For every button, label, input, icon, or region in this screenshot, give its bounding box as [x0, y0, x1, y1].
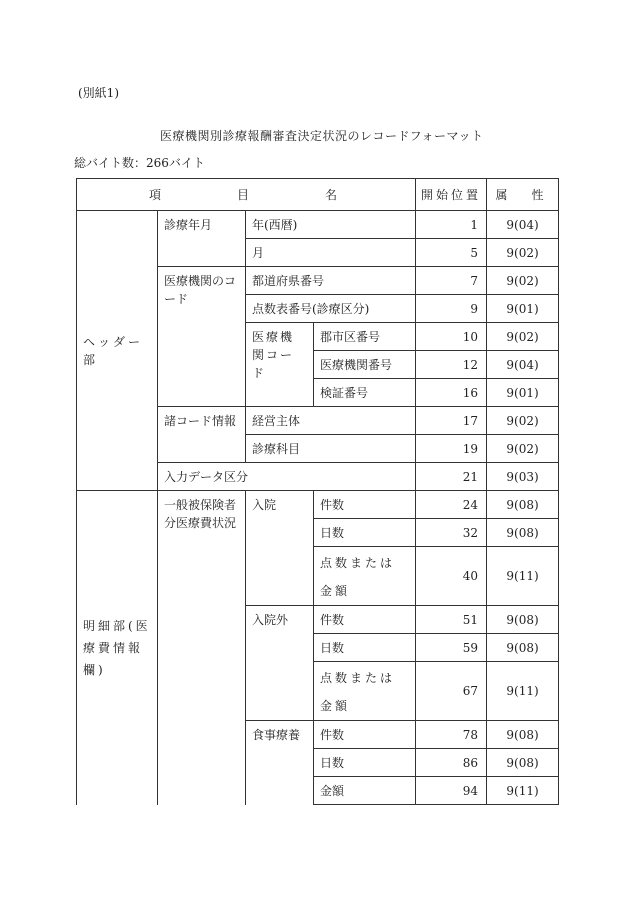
- header-attr: 属 性: [487, 179, 559, 211]
- table-row: [77, 491, 559, 519]
- table-row: [77, 211, 559, 239]
- field-name: 郡市区番号: [314, 323, 416, 351]
- field-name: 日数: [314, 749, 416, 777]
- header-start: 開始位置: [416, 179, 487, 211]
- field-start: 7: [416, 267, 487, 295]
- field-start: 1: [416, 211, 487, 239]
- field-name: 診療科目: [246, 435, 416, 463]
- field-name: 検証番号: [314, 379, 416, 407]
- field-attr: 9(02): [487, 323, 559, 351]
- field-name: 入力データ区分: [158, 463, 416, 491]
- document-title: 医療機関別診療報酬審査決定状況のレコードフォーマット: [160, 129, 484, 143]
- field-start: 10: [416, 323, 487, 351]
- field-start: 59: [416, 634, 487, 662]
- field-name: 日数: [314, 519, 416, 547]
- field-name: 日数: [314, 634, 416, 662]
- subgroup-label: 入院: [246, 491, 314, 606]
- field-attr: 9(01): [487, 295, 559, 323]
- header-item-name-2: 目: [237, 188, 256, 202]
- group-label: 医療機関のコード: [158, 267, 246, 407]
- field-start: 67: [416, 662, 487, 721]
- field-attr: 9(08): [487, 749, 559, 777]
- field-name: 点数または金額: [314, 547, 416, 606]
- table-header-row: [77, 179, 559, 211]
- field-attr: 9(03): [487, 463, 559, 491]
- header-item-name-3: 名: [325, 188, 344, 202]
- annex-label: (別紙1): [78, 86, 119, 100]
- field-attr: 9(04): [487, 211, 559, 239]
- field-name: 経営主体: [246, 407, 416, 435]
- field-attr: 9(02): [487, 435, 559, 463]
- field-attr: 9(02): [487, 407, 559, 435]
- field-start: 32: [416, 519, 487, 547]
- header-section-label: ヘッダー部: [77, 211, 158, 491]
- group-label: 一般被保険者分医療費状況: [158, 491, 246, 805]
- field-name: 件数: [314, 491, 416, 519]
- subgroup-label: 食事療養: [246, 721, 314, 805]
- field-attr: 9(08): [487, 634, 559, 662]
- field-start: 16: [416, 379, 487, 407]
- field-start: 78: [416, 721, 487, 749]
- field-attr: 9(02): [487, 267, 559, 295]
- detail-section-label: 明細部(医療費情報欄): [77, 491, 158, 805]
- field-start: 24: [416, 491, 487, 519]
- group-label: 諸コード情報: [158, 407, 246, 463]
- field-start: 12: [416, 351, 487, 379]
- field-start: 19: [416, 435, 487, 463]
- field-attr: 9(08): [487, 519, 559, 547]
- field-name: 月: [246, 239, 416, 267]
- field-attr: 9(04): [487, 351, 559, 379]
- header-item-name: [77, 179, 416, 211]
- field-attr: 9(01): [487, 379, 559, 407]
- field-start: 51: [416, 606, 487, 634]
- field-start: 94: [416, 777, 487, 805]
- field-name: 点数表番号(診療区分): [246, 295, 416, 323]
- field-attr: 9(08): [487, 606, 559, 634]
- field-start: 21: [416, 463, 487, 491]
- field-start: 40: [416, 547, 487, 606]
- field-name: 件数: [314, 606, 416, 634]
- record-format-table: [76, 178, 559, 805]
- field-attr: 9(02): [487, 239, 559, 267]
- group-label: 診療年月: [158, 211, 246, 267]
- field-attr: 9(08): [487, 721, 559, 749]
- field-name: 金額: [314, 777, 416, 805]
- field-attr: 9(11): [487, 547, 559, 606]
- subgroup-label: 入院外: [246, 606, 314, 721]
- field-start: 86: [416, 749, 487, 777]
- field-start: 17: [416, 407, 487, 435]
- total-bytes: 総バイト数：266バイト: [74, 156, 205, 170]
- field-name: 年(西暦): [246, 211, 416, 239]
- subgroup-label: 医療機関コード: [246, 323, 314, 407]
- field-attr: 9(08): [487, 491, 559, 519]
- field-name: 件数: [314, 721, 416, 749]
- field-start: 5: [416, 239, 487, 267]
- field-name: 点数または金額: [314, 662, 416, 721]
- field-name: 医療機関番号: [314, 351, 416, 379]
- field-attr: 9(11): [487, 777, 559, 805]
- field-name: 都道府県番号: [246, 267, 416, 295]
- header-item-name-1: 項: [149, 188, 168, 202]
- field-attr: 9(11): [487, 662, 559, 721]
- field-start: 9: [416, 295, 487, 323]
